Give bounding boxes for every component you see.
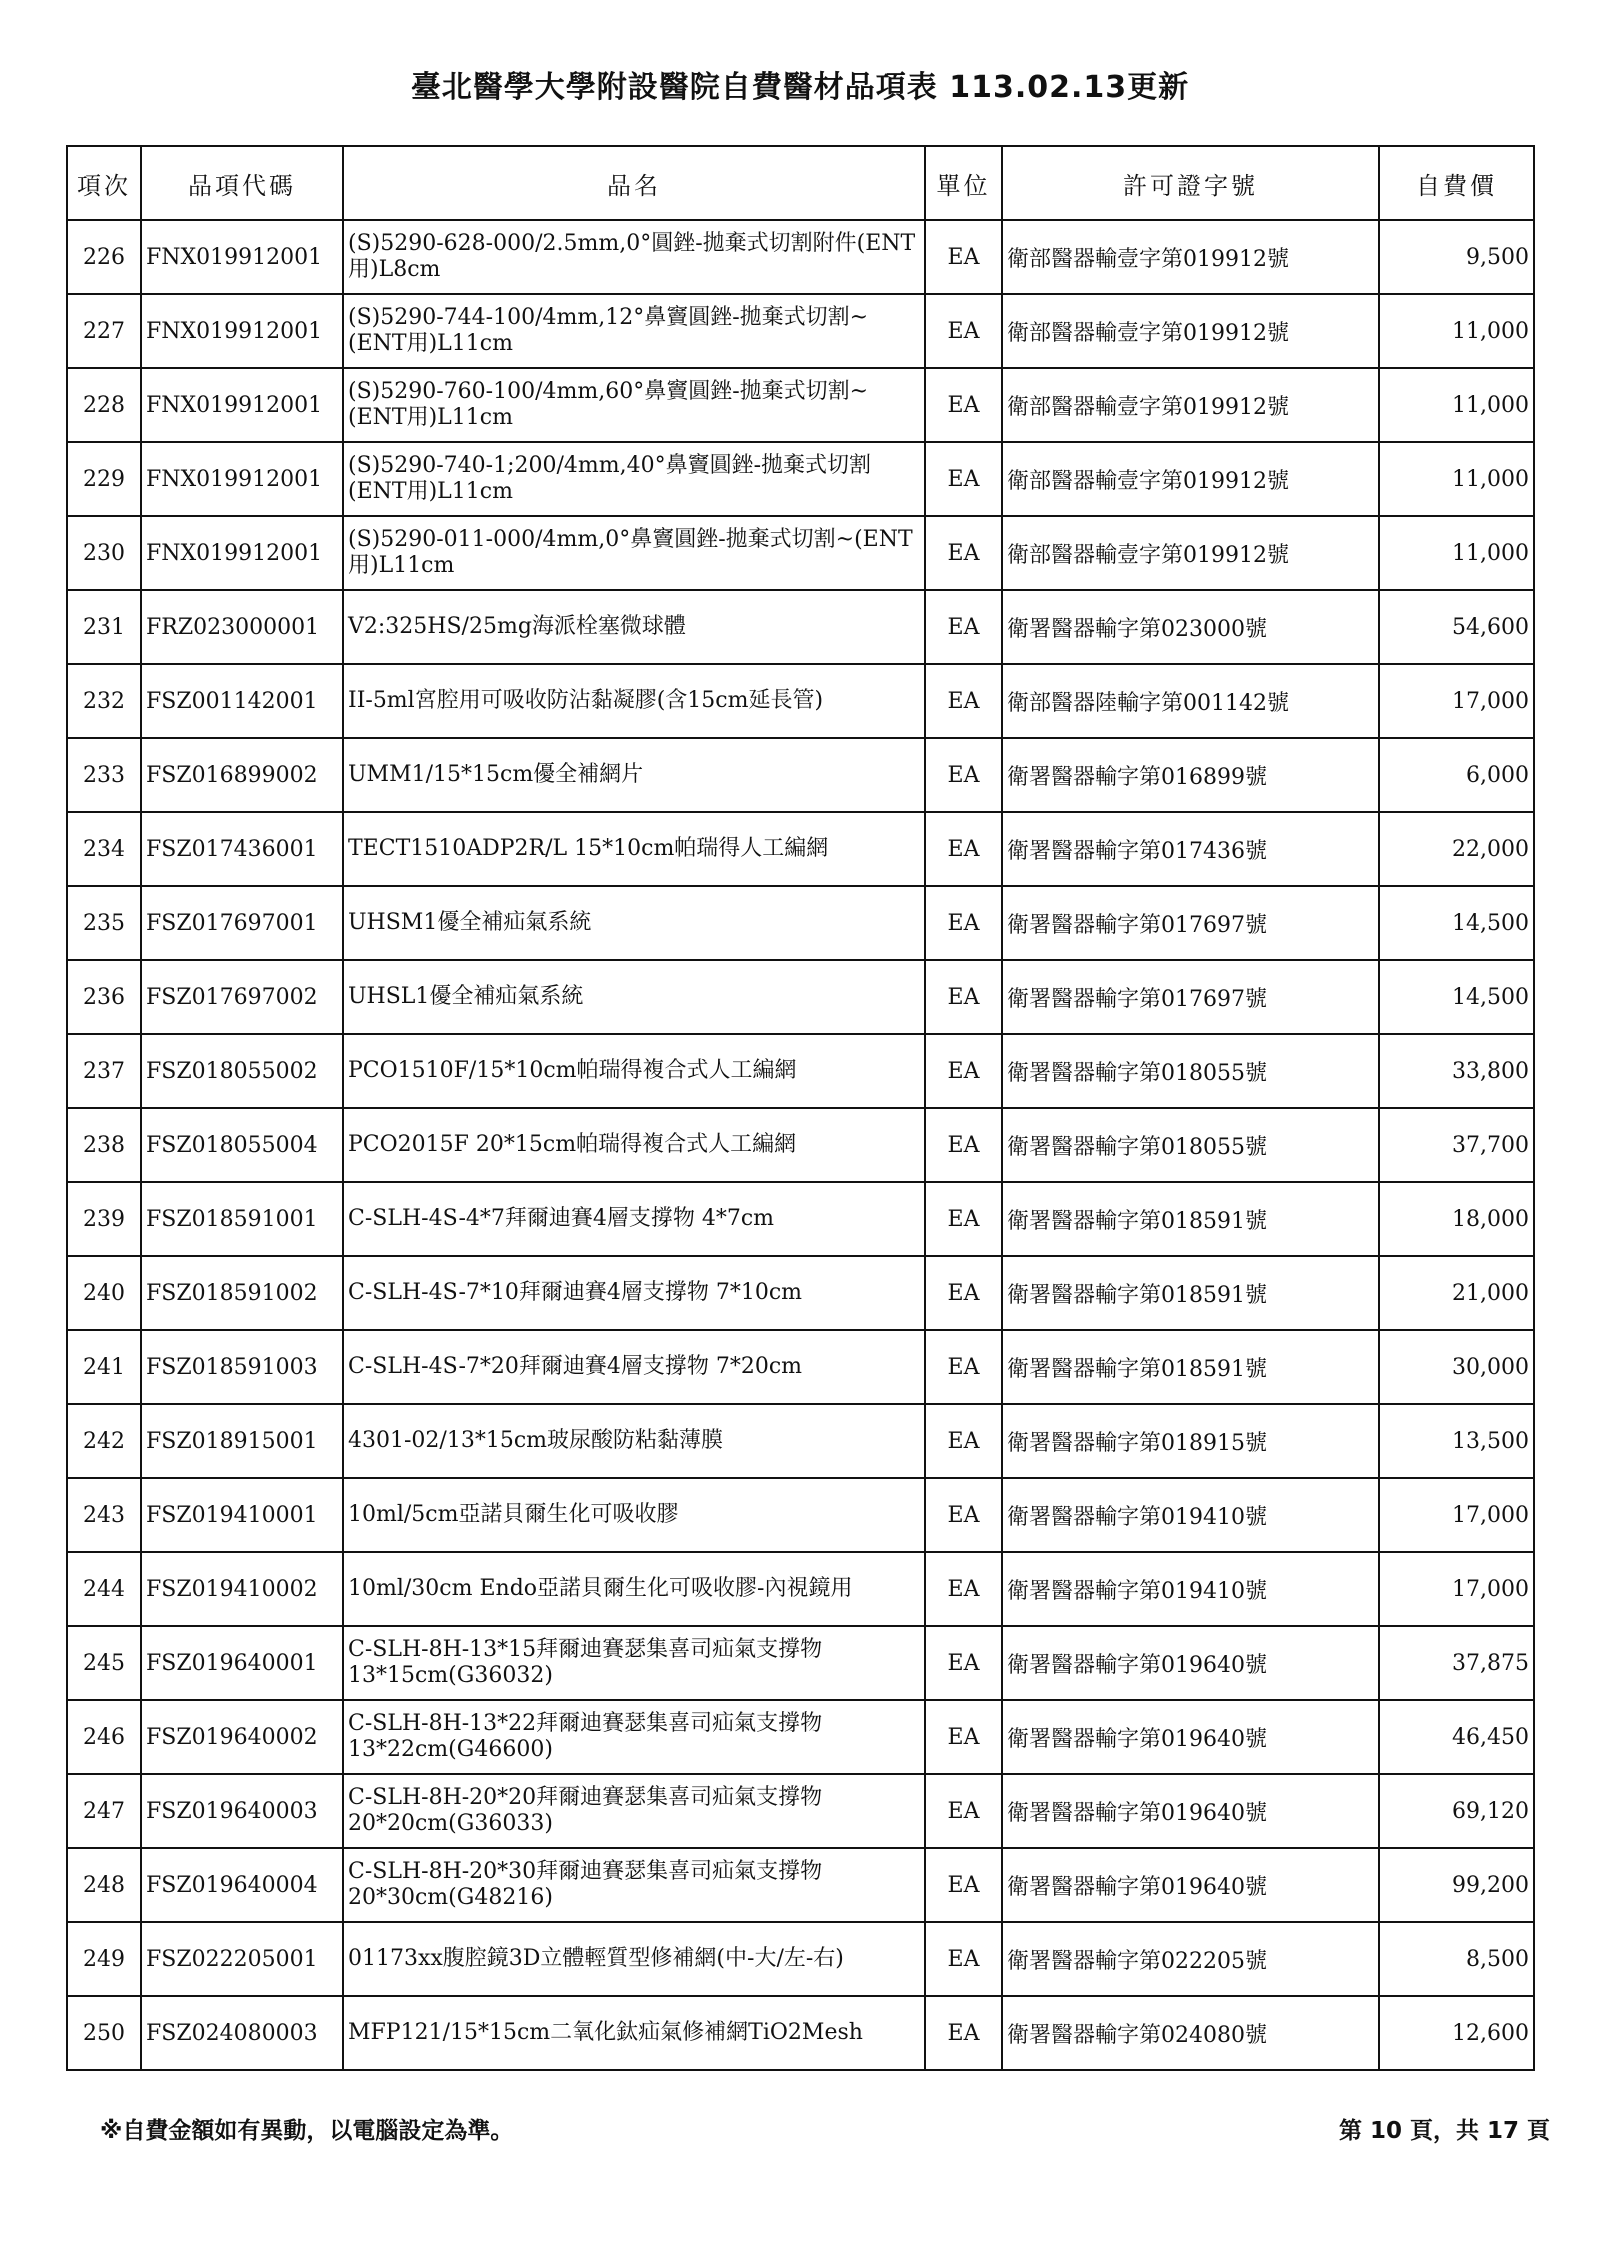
item-name: C-SLH-4S-4*7拜爾迪賽4層支撐物 4*7cm <box>343 1182 925 1256</box>
item-code: FSZ018055002 <box>141 1034 343 1108</box>
item-permit: 衛署醫器輸字第019640號 <box>1002 1774 1379 1848</box>
item-price: 21,000 <box>1379 1256 1534 1330</box>
item-code: FSZ024080003 <box>141 1996 343 2070</box>
item-number: 233 <box>67 738 141 812</box>
item-number: 232 <box>67 664 141 738</box>
item-name: (S)5290-740-1;200/4mm,40°鼻竇圓銼-拋棄式切割(ENT用)L11cm <box>343 442 925 516</box>
item-unit: EA <box>925 1182 1002 1256</box>
item-permit: 衛署醫器輸字第018915號 <box>1002 1404 1379 1478</box>
item-name: 01173xx腹腔鏡3D立體輕質型修補網(中-大/左-右) <box>343 1922 925 1996</box>
item-price: 69,120 <box>1379 1774 1534 1848</box>
item-permit: 衛署醫器輸字第019410號 <box>1002 1552 1379 1626</box>
table-row <box>67 1034 1534 1108</box>
item-price: 14,500 <box>1379 960 1534 1034</box>
item-number: 242 <box>67 1404 141 1478</box>
item-name: PCO2015F 20*15cm帕瑞得複合式人工編網 <box>343 1108 925 1182</box>
item-unit: EA <box>925 1626 1002 1700</box>
table-row <box>67 886 1534 960</box>
item-unit: EA <box>925 220 1002 294</box>
page-number: 第 10 頁，共 17 頁 <box>1338 2118 1550 2144</box>
item-unit: EA <box>925 1478 1002 1552</box>
table-row <box>67 664 1534 738</box>
item-number: 250 <box>67 1996 141 2070</box>
item-name: C-SLH-4S-7*10拜爾迪賽4層支撐物 7*10cm <box>343 1256 925 1330</box>
table-row <box>67 294 1534 368</box>
item-price: 17,000 <box>1379 1552 1534 1626</box>
item-code: FSZ019640003 <box>141 1774 343 1848</box>
item-name: C-SLH-8H-13*22拜爾迪賽瑟集喜司疝氣支撐物13*22cm(G46600) <box>343 1700 925 1774</box>
table-row <box>67 1922 1534 1996</box>
item-permit: 衛署醫器輸字第017697號 <box>1002 960 1379 1034</box>
item-price: 11,000 <box>1379 516 1534 590</box>
item-name: V2:325HS/25mg海派栓塞微球體 <box>343 590 925 664</box>
item-number: 243 <box>67 1478 141 1552</box>
item-unit: EA <box>925 442 1002 516</box>
item-unit: EA <box>925 1330 1002 1404</box>
item-name: 10ml/5cm亞諾貝爾生化可吸收膠 <box>343 1478 925 1552</box>
item-price: 11,000 <box>1379 294 1534 368</box>
table-row <box>67 442 1534 516</box>
header-item-code: 品項代碼 <box>141 146 343 220</box>
item-code: FSZ019410001 <box>141 1478 343 1552</box>
item-code: FNX019912001 <box>141 294 343 368</box>
item-name: UMM1/15*15cm優全補網片 <box>343 738 925 812</box>
item-unit: EA <box>925 1552 1002 1626</box>
table-row <box>67 516 1534 590</box>
item-code: FSZ022205001 <box>141 1922 343 1996</box>
item-code: FSZ019640001 <box>141 1626 343 1700</box>
item-permit: 衛署醫器輸字第022205號 <box>1002 1922 1379 1996</box>
item-price: 30,000 <box>1379 1330 1534 1404</box>
item-name: UHSL1優全補疝氣系統 <box>343 960 925 1034</box>
item-code: FSZ016899002 <box>141 738 343 812</box>
item-unit: EA <box>925 1700 1002 1774</box>
item-number: 229 <box>67 442 141 516</box>
item-unit: EA <box>925 1922 1002 1996</box>
item-code: FSZ019410002 <box>141 1552 343 1626</box>
item-number: 234 <box>67 812 141 886</box>
item-unit: EA <box>925 516 1002 590</box>
item-code: FNX019912001 <box>141 516 343 590</box>
header-item-name: 品名 <box>343 146 925 220</box>
item-permit: 衛署醫器輸字第019640號 <box>1002 1626 1379 1700</box>
item-name: 4301-02/13*15cm玻尿酸防粘黏薄膜 <box>343 1404 925 1478</box>
item-price: 6,000 <box>1379 738 1534 812</box>
item-code: FSZ017697002 <box>141 960 343 1034</box>
item-code: FSZ018591001 <box>141 1182 343 1256</box>
item-permit: 衛部醫器輸壹字第019912號 <box>1002 442 1379 516</box>
item-name: (S)5290-760-100/4mm,60°鼻竇圓銼-拋棄式切割~(ENT用)L11cm <box>343 368 925 442</box>
item-number: 246 <box>67 1700 141 1774</box>
item-number: 227 <box>67 294 141 368</box>
item-price: 33,800 <box>1379 1034 1534 1108</box>
item-price: 99,200 <box>1379 1848 1534 1922</box>
table-row <box>67 368 1534 442</box>
item-name: II-5ml宮腔用可吸收防沾黏凝膠(含15cm延長管) <box>343 664 925 738</box>
table-row <box>67 220 1534 294</box>
table-row <box>67 1848 1534 1922</box>
item-number: 236 <box>67 960 141 1034</box>
item-unit: EA <box>925 1404 1002 1478</box>
item-price: 9,500 <box>1379 220 1534 294</box>
item-code: FSZ001142001 <box>141 664 343 738</box>
header-permit-no: 許可證字號 <box>1002 146 1379 220</box>
table-row <box>67 590 1534 664</box>
item-permit: 衛部醫器陸輸字第001142號 <box>1002 664 1379 738</box>
item-unit: EA <box>925 1034 1002 1108</box>
item-permit: 衛部醫器輸壹字第019912號 <box>1002 368 1379 442</box>
item-unit: EA <box>925 664 1002 738</box>
table-row <box>67 1996 1534 2070</box>
item-code: FNX019912001 <box>141 368 343 442</box>
table-row <box>67 1774 1534 1848</box>
item-unit: EA <box>925 960 1002 1034</box>
item-unit: EA <box>925 812 1002 886</box>
table-row <box>67 1626 1534 1700</box>
item-permit: 衛署醫器輸字第019410號 <box>1002 1478 1379 1552</box>
item-number: 238 <box>67 1108 141 1182</box>
table-row <box>67 960 1534 1034</box>
item-price: 12,600 <box>1379 1996 1534 2070</box>
item-code: FSZ018055004 <box>141 1108 343 1182</box>
table-row <box>67 1330 1534 1404</box>
item-unit: EA <box>925 1108 1002 1182</box>
table-header-row <box>67 146 1534 220</box>
item-permit: 衛署醫器輸字第018591號 <box>1002 1330 1379 1404</box>
item-permit: 衛部醫器輸壹字第019912號 <box>1002 220 1379 294</box>
item-number: 239 <box>67 1182 141 1256</box>
item-price: 17,000 <box>1379 664 1534 738</box>
page-title: 臺北醫學大學附設醫院自費醫材品項表 113.02.13更新 <box>410 70 1190 105</box>
item-permit: 衛部醫器輸壹字第019912號 <box>1002 294 1379 368</box>
header-price: 自費價 <box>1379 146 1534 220</box>
item-price: 11,000 <box>1379 442 1534 516</box>
table-row <box>67 812 1534 886</box>
item-name: C-SLH-4S-7*20拜爾迪賽4層支撐物 7*20cm <box>343 1330 925 1404</box>
item-permit: 衛部醫器輸壹字第019912號 <box>1002 516 1379 590</box>
item-number: 228 <box>67 368 141 442</box>
item-unit: EA <box>925 886 1002 960</box>
table-row <box>67 1552 1534 1626</box>
item-code: FSZ018591003 <box>141 1330 343 1404</box>
item-price: 14,500 <box>1379 886 1534 960</box>
item-number: 237 <box>67 1034 141 1108</box>
table-row <box>67 1404 1534 1478</box>
header-unit: 單位 <box>925 146 1002 220</box>
item-unit: EA <box>925 590 1002 664</box>
item-number: 240 <box>67 1256 141 1330</box>
item-price: 8,500 <box>1379 1922 1534 1996</box>
item-name: (S)5290-011-000/4mm,0°鼻竇圓銼-拋棄式切割~(ENT用)L11cm <box>343 516 925 590</box>
item-price: 11,000 <box>1379 368 1534 442</box>
item-unit: EA <box>925 1256 1002 1330</box>
item-number: 248 <box>67 1848 141 1922</box>
item-name: 10ml/30cm Endo亞諾貝爾生化可吸收膠-內視鏡用 <box>343 1552 925 1626</box>
item-unit: EA <box>925 368 1002 442</box>
item-name: C-SLH-8H-13*15拜爾迪賽瑟集喜司疝氣支撐物13*15cm(G36032) <box>343 1626 925 1700</box>
item-permit: 衛署醫器輸字第018055號 <box>1002 1108 1379 1182</box>
item-name: PCO1510F/15*10cm帕瑞得複合式人工編網 <box>343 1034 925 1108</box>
table-row <box>67 1478 1534 1552</box>
item-unit: EA <box>925 738 1002 812</box>
item-code: FSZ019640004 <box>141 1848 343 1922</box>
item-number: 249 <box>67 1922 141 1996</box>
item-code: FSZ019640002 <box>141 1700 343 1774</box>
item-name: C-SLH-8H-20*30拜爾迪賽瑟集喜司疝氣支撐物20*30cm(G48216) <box>343 1848 925 1922</box>
item-name: (S)5290-628-000/2.5mm,0°圓銼-拋棄式切割附件(ENT用)L8cm <box>343 220 925 294</box>
item-code: FSZ018591002 <box>141 1256 343 1330</box>
item-price: 37,700 <box>1379 1108 1534 1182</box>
item-number: 245 <box>67 1626 141 1700</box>
item-price: 46,450 <box>1379 1700 1534 1774</box>
header-item-no: 項次 <box>67 146 141 220</box>
item-permit: 衛署醫器輸字第016899號 <box>1002 738 1379 812</box>
item-number: 231 <box>67 590 141 664</box>
item-number: 226 <box>67 220 141 294</box>
item-unit: EA <box>925 294 1002 368</box>
item-price: 37,875 <box>1379 1626 1534 1700</box>
item-name: TECT1510ADP2R/L 15*10cm帕瑞得人工編網 <box>343 812 925 886</box>
item-code: FSZ018915001 <box>141 1404 343 1478</box>
item-price: 18,000 <box>1379 1182 1534 1256</box>
item-price: 54,600 <box>1379 590 1534 664</box>
item-name: C-SLH-8H-20*20拜爾迪賽瑟集喜司疝氣支撐物20*20cm(G36033) <box>343 1774 925 1848</box>
item-code: FNX019912001 <box>141 220 343 294</box>
item-permit: 衛署醫器輸字第017697號 <box>1002 886 1379 960</box>
item-permit: 衛署醫器輸字第018591號 <box>1002 1182 1379 1256</box>
item-name: MFP121/15*15cm二氧化鈦疝氣修補網TiO2Mesh <box>343 1996 925 2070</box>
table-row <box>67 1256 1534 1330</box>
price-table <box>66 145 1535 2071</box>
item-number: 241 <box>67 1330 141 1404</box>
item-code: FNX019912001 <box>141 442 343 516</box>
item-code: FRZ023000001 <box>141 590 343 664</box>
item-permit: 衛署醫器輸字第018591號 <box>1002 1256 1379 1330</box>
item-permit: 衛署醫器輸字第023000號 <box>1002 590 1379 664</box>
table-row <box>67 738 1534 812</box>
item-unit: EA <box>925 1996 1002 2070</box>
item-price: 17,000 <box>1379 1478 1534 1552</box>
item-name: UHSM1優全補疝氣系統 <box>343 886 925 960</box>
item-price: 22,000 <box>1379 812 1534 886</box>
item-permit: 衛署醫器輸字第024080號 <box>1002 1996 1379 2070</box>
item-number: 247 <box>67 1774 141 1848</box>
item-code: FSZ017697001 <box>141 886 343 960</box>
footer-note: ※自費金額如有異動，以電腦設定為準。 <box>100 2118 514 2144</box>
item-permit: 衛署醫器輸字第019640號 <box>1002 1700 1379 1774</box>
item-number: 244 <box>67 1552 141 1626</box>
table-row <box>67 1108 1534 1182</box>
item-code: FSZ017436001 <box>141 812 343 886</box>
item-price: 13,500 <box>1379 1404 1534 1478</box>
item-permit: 衛署醫器輸字第017436號 <box>1002 812 1379 886</box>
table-row <box>67 1700 1534 1774</box>
item-number: 235 <box>67 886 141 960</box>
item-permit: 衛署醫器輸字第018055號 <box>1002 1034 1379 1108</box>
item-unit: EA <box>925 1848 1002 1922</box>
item-name: (S)5290-744-100/4mm,12°鼻竇圓銼-拋棄式切割~(ENT用)L11cm <box>343 294 925 368</box>
table-row <box>67 1182 1534 1256</box>
item-permit: 衛署醫器輸字第019640號 <box>1002 1848 1379 1922</box>
item-unit: EA <box>925 1774 1002 1848</box>
item-number: 230 <box>67 516 141 590</box>
